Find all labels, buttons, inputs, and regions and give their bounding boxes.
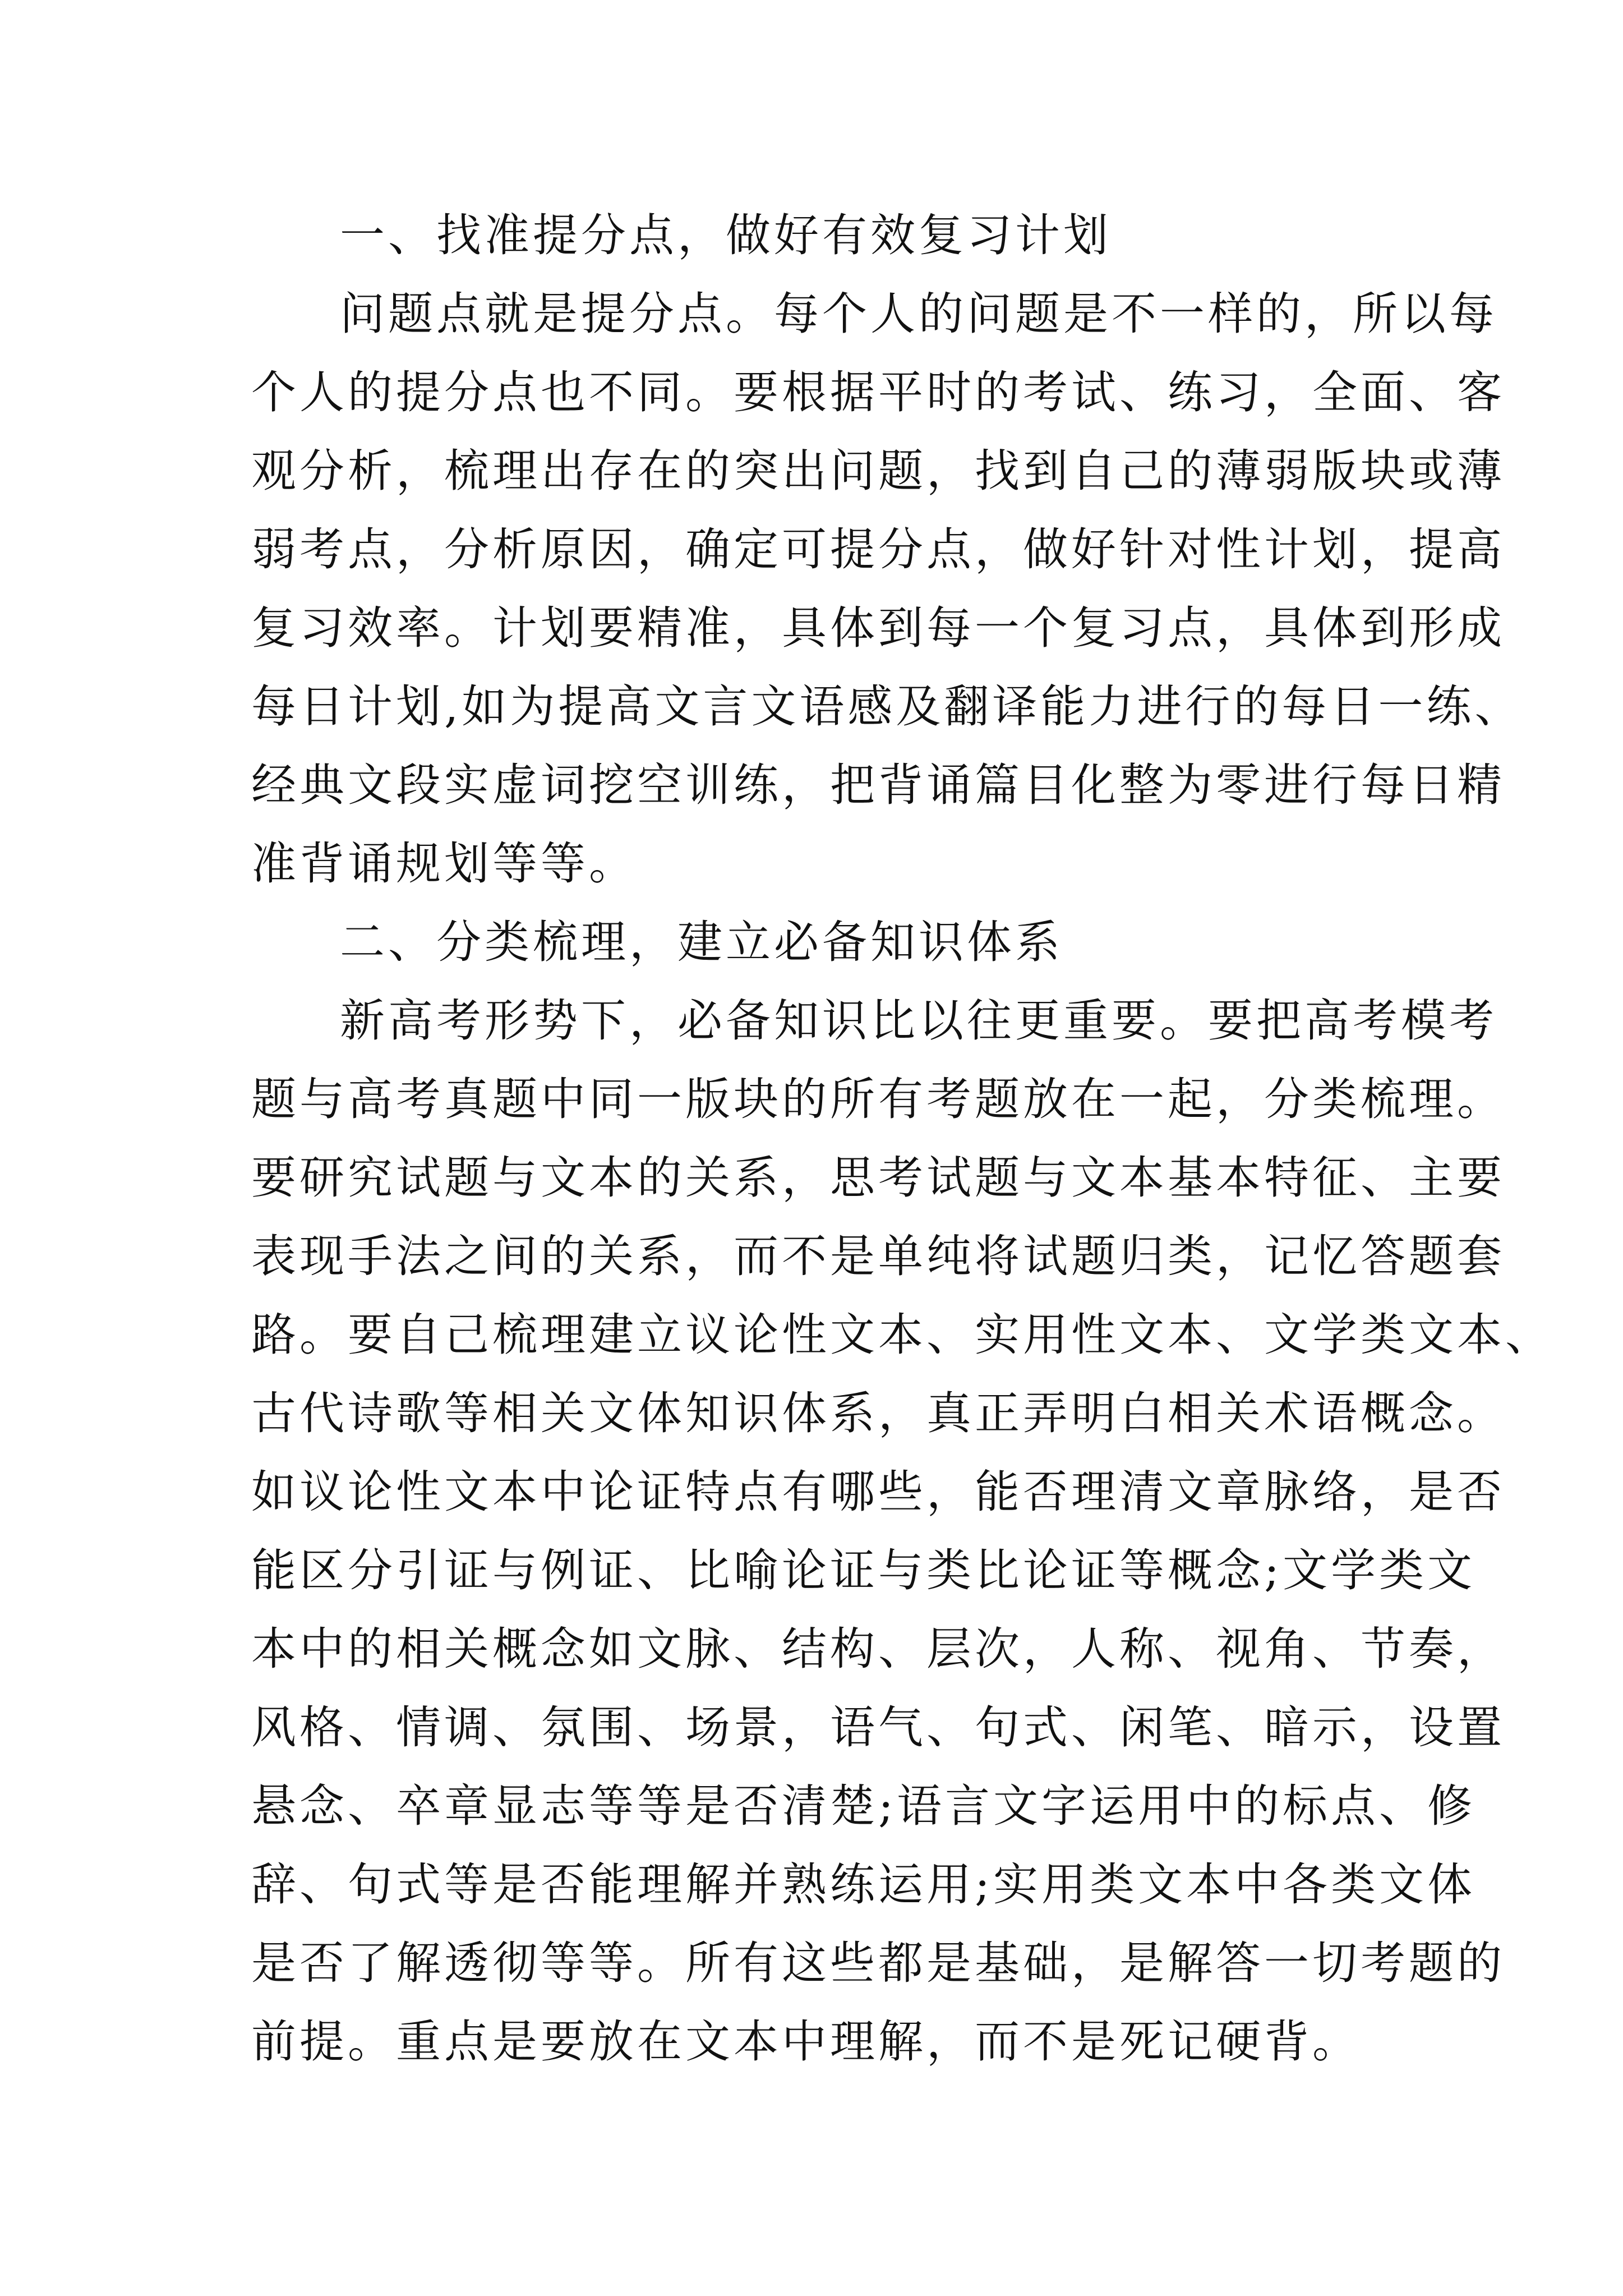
heading-section-1: 一、找准提分点，做好有效复习计划 [340,209,1112,261]
paragraph-line: 复习效率。计划要精准，具体到每一个复习点，具体到形成 [251,602,1505,654]
paragraph-line: 古代诗歌等相关文体知识体系，真正弄明白相关术语概念。 [251,1387,1505,1439]
paragraph-line: 题与高考真题中同一版块的所有考题放在一起，分类梳理。 [251,1073,1505,1125]
paragraph-line: 本中的相关概念如文脉、结构、层次，人称、视角、节奏， [251,1623,1505,1675]
paragraph-line: 是否了解透彻等等。所有这些都是基础，是解答一切考题的 [251,1937,1505,1989]
paragraph-line: 如议论性文本中论证特点有哪些，能否理清文章脉络，是否 [251,1466,1505,1518]
paragraph-line: 悬念、卒章显志等等是否清楚;语言文字运用中的标点、修 [251,1780,1476,1832]
paragraph-line: 风格、情调、氛围、场景，语气、句式、闲笔、暗示，设置 [251,1701,1505,1754]
paragraph-line: 表现手法之间的关系，而不是单纯将试题归类，记忆答题套 [251,1230,1505,1282]
paragraph-line: 前提。重点是要放在文本中理解，而不是死记硬背。 [251,2016,1361,2068]
paragraph-line: 准背诵规划等等。 [251,838,637,890]
paragraph-line: 每日计划,如为提高文言文语感及翻译能力进行的每日一练、 [251,680,1523,733]
paragraph-line: 路。要自己梳理建立议论性文本、实用性文本、文学类文本、 [251,1309,1553,1361]
paragraph-line: 能区分引证与例证、比喻论证与类比论证等概念;文学类文 [251,1544,1476,1596]
paragraph-line: 经典文段实虚词挖空训练，把背诵篇目化整为零进行每日精 [251,759,1505,811]
paragraph-line: 问题点就是提分点。每个人的问题是不一样的，所以每 [340,288,1497,340]
heading-section-2: 二、分类梳理，建立必备知识体系 [340,916,1063,968]
paragraph-line: 观分析，梳理出存在的突出问题，找到自己的薄弱版块或薄 [251,445,1505,497]
paragraph-line: 弱考点，分析原因，确定可提分点，做好针对性计划，提高 [251,523,1505,576]
paragraph-line: 个人的提分点也不同。要根据平时的考试、练习，全面、客 [251,366,1505,418]
paragraph-line: 要研究试题与文本的关系，思考试题与文本基本特征、主要 [251,1152,1505,1204]
paragraph-line: 新高考形势下，必备知识比以往更重要。要把高考模考 [340,995,1497,1047]
document-body [251,196,1553,2081]
paragraph-line: 辞、句式等是否能理解并熟练运用;实用类文本中各类文体 [251,1858,1476,1911]
